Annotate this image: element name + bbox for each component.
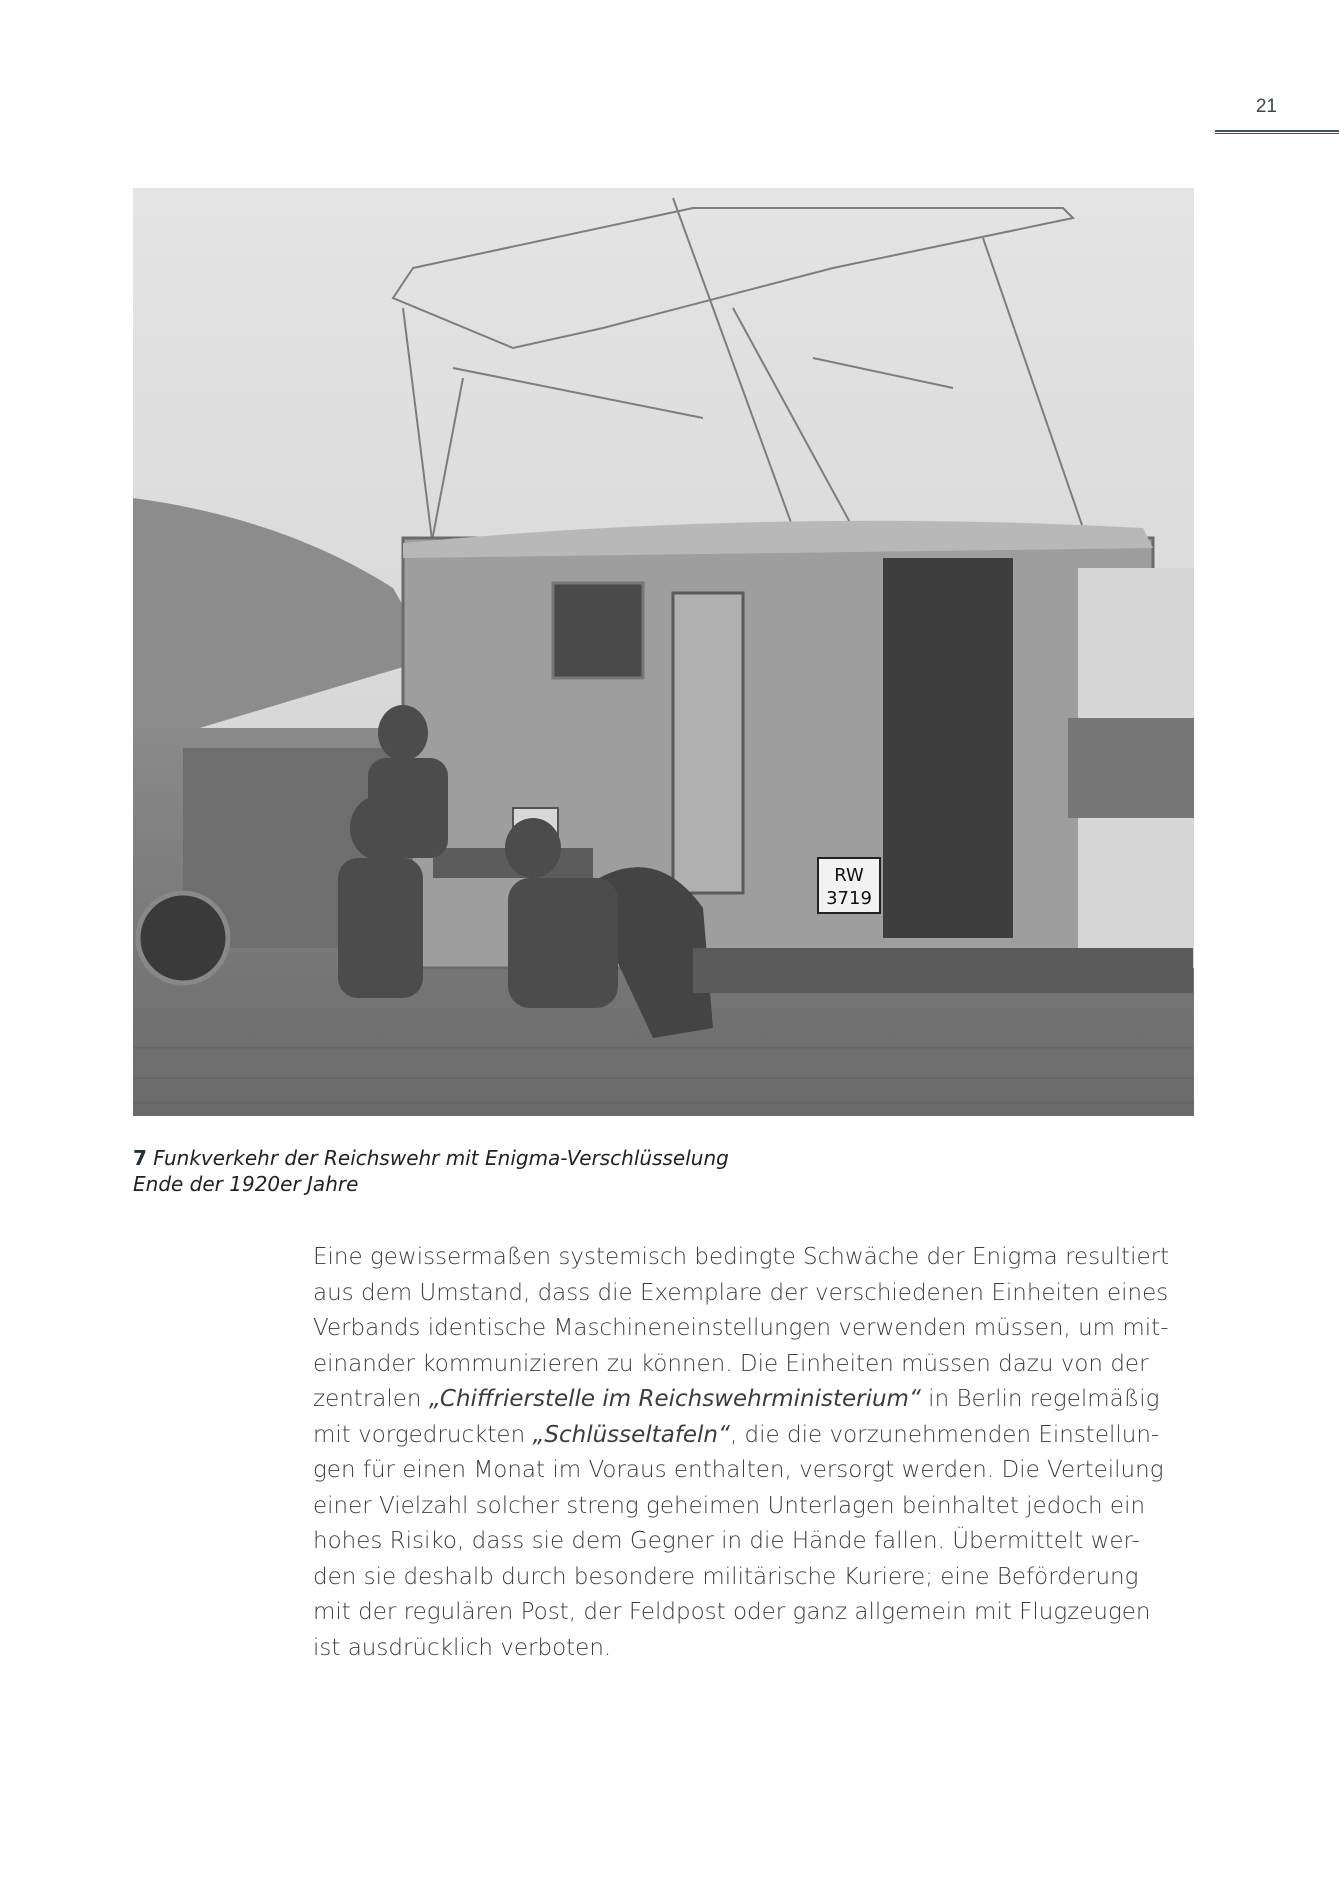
radio-truck-photo <box>133 188 1194 1116</box>
caption-line-1: Funkverkehr der Reichswehr mit Enigma-Verschlüsselung <box>153 1146 729 1170</box>
body-text-fragment: , die die vorzunehmenden Einstellun- <box>729 1421 1160 1448</box>
figure-photo <box>133 188 1194 1116</box>
side-door-grill <box>673 593 743 893</box>
plate-line-1: RW <box>834 865 864 886</box>
license-plate <box>818 858 880 913</box>
caption-number: 7 <box>133 1146 147 1170</box>
page-number: 21 <box>1255 96 1277 117</box>
body-paragraph <box>313 1240 1193 1666</box>
body-emphasis: „Schlüsseltafeln“ <box>532 1421 730 1448</box>
body-line: aus dem Umstand, dass die Exemplare der verschiedenen Einheiten eines <box>313 1279 1169 1306</box>
body-line: Verbands identische Maschineneinstellungen verwenden müssen, um mit- <box>313 1315 1169 1341</box>
body-line: einander kommunizieren zu können. Die Einheiten müssen dazu von der <box>313 1350 1149 1377</box>
page-rule <box>1215 130 1339 134</box>
body-line: ist ausdrücklich verboten. <box>313 1634 612 1661</box>
body-line <box>313 1382 1193 1418</box>
body-line: hohes Risiko, dass sie dem Gegner in die Hände fallen. Übermittelt wer- <box>313 1528 1140 1554</box>
front-wheel <box>138 893 228 983</box>
chassis <box>693 948 1193 993</box>
body-line: Eine gewissermaßen systemisch bedingte Schwäche der Enigma resultiert <box>313 1244 1170 1270</box>
body-line: den sie deshalb durch besondere militärische Kuriere; eine Beförderung <box>313 1563 1139 1590</box>
body-line <box>313 1418 1193 1454</box>
plate-line-2: 3719 <box>826 888 872 909</box>
body-emphasis: „Chiffrierstelle im Reichswehrministerium“ <box>428 1386 921 1412</box>
body-text-fragment: mit vorgedruckten <box>313 1421 533 1448</box>
rear-box <box>1068 718 1194 818</box>
caption-line-2: Ende der 1920er Jahre <box>133 1172 359 1196</box>
truck-window <box>553 583 643 678</box>
body-text-fragment: in Berlin regelmäßig <box>920 1386 1160 1412</box>
rear-door-opening <box>883 558 1013 938</box>
body-line: gen für einen Monat im Voraus enthalten, versorgt werden. Die Verteilung <box>313 1457 1164 1483</box>
body-line: mit der regulären Post, der Feldpost oder ganz allgemein mit Flugzeugen <box>313 1599 1151 1625</box>
body-line: einer Vielzahl solcher streng geheimen Unterlagen beinhaltet jedoch ein <box>313 1492 1146 1519</box>
body-text-fragment: zentralen <box>313 1386 429 1412</box>
figure-caption <box>133 1145 1033 1197</box>
